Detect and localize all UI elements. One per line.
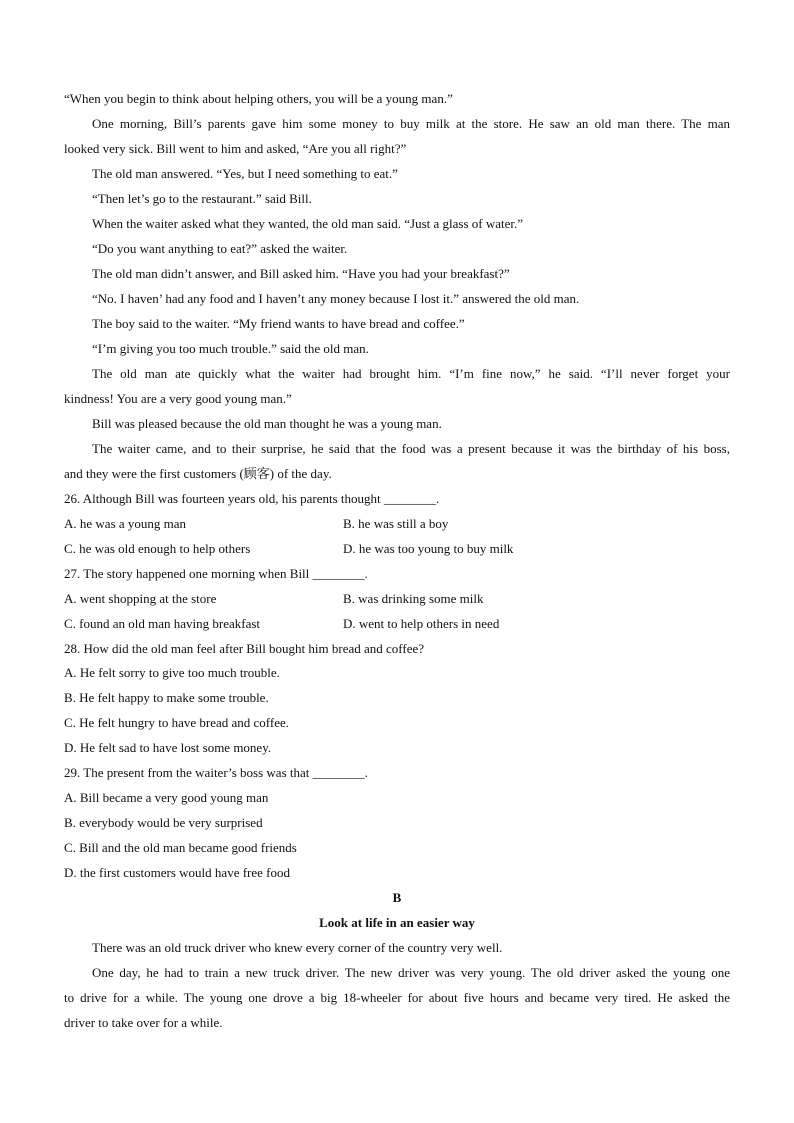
question-26-option-a: A. he was a young man: [64, 516, 187, 531]
question-27-option-a: A. went shopping at the store: [64, 591, 217, 606]
question-28-option-b: B. He felt happy to make some trouble.: [64, 690, 269, 705]
question-27-option-d: D. went to help others in need: [343, 616, 500, 631]
question-28-stem: 28. How did the old man feel after Bill bought him bread and coffee?: [64, 641, 425, 656]
story-line: Bill was pleased because the old man thought he was a young man.: [92, 416, 442, 431]
passage-line: to drive for a while. The young one drove a big 18-wheeler for about five hours and became very tired. He asked the: [64, 990, 730, 1005]
question-26-option-d: D. he was too young to buy milk: [343, 541, 514, 556]
story-line: The old man ate quickly what the waiter had brought him. “I’m fine now,” he said. “I’ll never forget your: [92, 366, 730, 381]
question-26-stem: 26. Although Bill was fourteen years old, his parents thought ________.: [64, 491, 440, 506]
story-line: When the waiter asked what they wanted, the old man said. “Just a glass of water.”: [92, 216, 524, 231]
question-28-option-a: A. He felt sorry to give too much trouble.: [64, 665, 280, 680]
question-27-option-c: C. found an old man having breakfast: [64, 616, 261, 631]
question-27-option-b: B. was drinking some milk: [343, 591, 484, 606]
section-letter: B: [392, 890, 402, 905]
passage-line: There was an old truck driver who knew every corner of the country very well.: [92, 940, 503, 955]
question-26-option-b: B. he was still a boy: [343, 516, 449, 531]
story-line: One morning, Bill’s parents gave him some money to buy milk at the store. He saw an old man there. The man: [92, 116, 730, 131]
question-29-stem: 29. The present from the waiter’s boss was that ________.: [64, 765, 368, 780]
story-line: looked very sick. Bill went to him and asked, “Are you all right?”: [64, 141, 407, 156]
story-line: “No. I haven’ had any food and I haven’t any money because I lost it.” answered the old man.: [92, 291, 580, 306]
section-title: Look at life in an easier way: [319, 915, 475, 930]
question-28-option-c: C. He felt hungry to have bread and coffee.: [64, 715, 290, 730]
story-line: kindness! You are a very good young man.”: [64, 391, 292, 406]
story-line: and they were the first customers (顾客) of the day.: [64, 466, 332, 481]
story-line: The boy said to the waiter. “My friend wants to have bread and coffee.”: [92, 316, 465, 331]
story-line: “Do you want anything to eat?” asked the waiter.: [92, 241, 348, 256]
story-line: “When you begin to think about helping others, you will be a young man.”: [64, 91, 453, 106]
question-29-option-b: B. everybody would be very surprised: [64, 815, 263, 830]
story-line: “Then let’s go to the restaurant.” said Bill.: [92, 191, 312, 206]
passage-line: One day, he had to train a new truck driver. The new driver was very young. The old driver asked the young one: [92, 965, 730, 980]
question-29-option-a: A. Bill became a very good young man: [64, 790, 269, 805]
story-line: The old man didn’t answer, and Bill asked him. “Have you had your breakfast?”: [92, 266, 510, 281]
question-28-option-d: D. He felt sad to have lost some money.: [64, 740, 272, 755]
question-29-option-d: D. the first customers would have free food: [64, 865, 290, 880]
story-line: The waiter came, and to their surprise, he said that the food was a present because it was the birthday of his boss,: [92, 441, 730, 456]
story-line: “I’m giving you too much trouble.” said the old man.: [92, 341, 369, 356]
passage-line: driver to take over for a while.: [64, 1015, 223, 1030]
question-27-stem: 27. The story happened one morning when Bill ________.: [64, 566, 368, 581]
story-line: The old man answered. “Yes, but I need something to eat.”: [92, 166, 398, 181]
question-26-option-c: C. he was old enough to help others: [64, 541, 251, 556]
question-29-option-c: C. Bill and the old man became good friends: [64, 840, 297, 855]
